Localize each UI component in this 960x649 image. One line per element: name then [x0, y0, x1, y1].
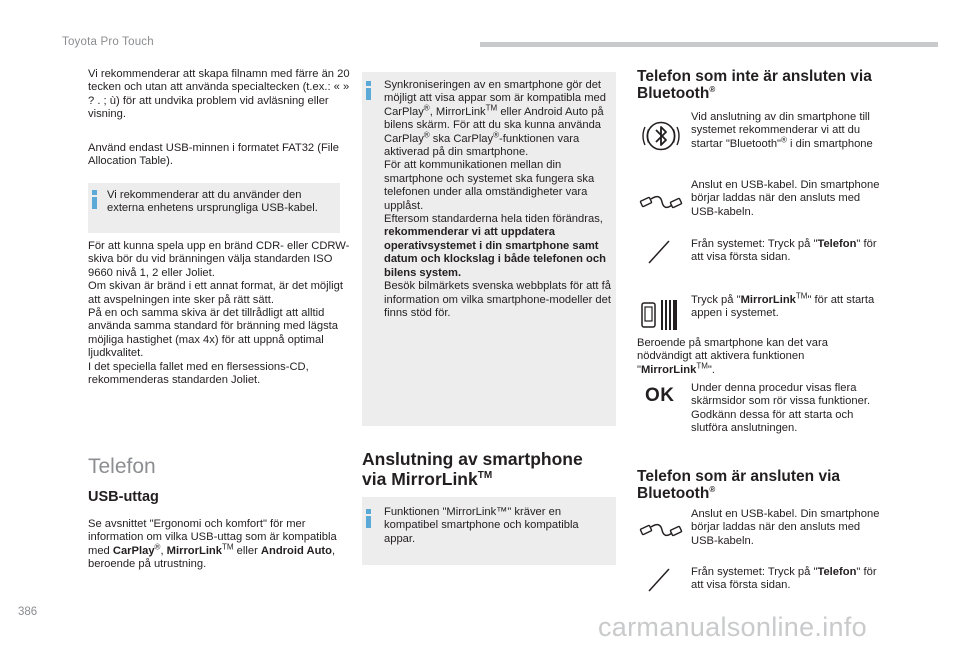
cd-paragraph-1: För att kunna spela upp en bränd CDR- eller CDRW-skiva bör du vid bränningen välja standarden ISO 9660 nivå 1, 2 eller Joliet.	[88, 240, 350, 279]
sync-note-d: ska CarPlay	[429, 132, 494, 145]
activate-b: ".	[707, 363, 715, 376]
tm-mark: TM	[696, 361, 708, 371]
sync-note-h: Besök bilmärkets svenska webbplats för att få information om vilka smartphone-modeller det finns stöd för.	[384, 280, 611, 319]
step-mirrorlink-a: Tryck på "	[691, 294, 741, 306]
usb-cable-icon	[638, 185, 684, 219]
mirrorlink-heading	[362, 449, 583, 489]
cd-paragraph-3: På en och samma skiva är det tillrådligt att alltid använda samma standard för bränning med lägsta möjliga hastighet (max 4x) för att uppnå optimal ljudkvalitet.	[88, 307, 339, 360]
eller-text: eller	[233, 544, 261, 557]
info-icon	[92, 190, 97, 209]
tm-mark: TM	[477, 470, 493, 482]
connected-heading	[637, 468, 840, 502]
activate-a: Beroende på smartphone kan det vara nödvändigt att aktivera funktionen "	[637, 337, 828, 376]
usb-cable-icon	[638, 513, 684, 547]
touch-screen-icon	[644, 237, 674, 267]
usb-text-2: , beroende på utrustning.	[88, 544, 336, 571]
usb-paragraph	[88, 518, 350, 572]
step-telefon-a: Från systemet: Tryck på "	[691, 566, 818, 578]
step-usb-text-2: Anslut en USB-kabel. Din smartphone börjar laddas när den ansluts med USB-kabeln.	[691, 508, 880, 547]
carplay-label: CarPlay	[112, 544, 155, 557]
mirrorlink-note	[362, 497, 616, 565]
cd-paragraph-2: Om skivan är bränd i ett annat format, är det möjligt att avspelningen inte sker på rätt sätt.	[88, 280, 343, 306]
reg-mark: ®	[709, 484, 716, 494]
not-connected-heading-line1: Telefon som inte är ansluten via	[637, 68, 872, 85]
mirrorlink-note-text: Funktionen "MirrorLink™" kräver en kompatibel smartphone och kompatibla appar.	[384, 506, 579, 545]
sync-note-g: Eftersom standarderna hela tiden förändras,	[384, 213, 603, 226]
step-mirrorlink-b: " för att starta appen i systemet.	[691, 294, 875, 320]
separator: ,	[160, 544, 167, 557]
android-auto-label: Android Auto	[260, 544, 332, 557]
step-bluetooth-text	[691, 111, 881, 151]
sync-note	[362, 72, 616, 426]
step-ok-text: Under denna procedur visas flera skärmsidor som rör vissa funktioner. Godkänn dessa för att starta och slutföra anslutningen.	[691, 382, 871, 435]
reg-mark: ®	[423, 103, 430, 113]
sync-note-f: För att kommunikationen mellan din smartphone och systemet ska fungera ska telefonen under alla omständigheter vara upplåst.	[384, 159, 595, 212]
sync-note-b: , MirrorLink	[429, 105, 486, 118]
bluetooth-icon	[640, 115, 682, 157]
mirrorlink-label: MirrorLink	[166, 544, 222, 557]
reg-mark: ®	[493, 129, 500, 139]
step-telefon-a: Från systemet: Tryck på "	[691, 238, 818, 250]
step-telefon-b: " för att visa första sidan.	[691, 238, 877, 264]
usb-cable-note	[88, 183, 340, 233]
header-bar	[480, 42, 938, 47]
tm-mark: TM	[485, 103, 498, 113]
reg-mark: ®	[709, 84, 716, 94]
fat32-paragraph: Använd endast USB-minnen i formatet FAT32 (File Allocation Table).	[88, 142, 340, 168]
cd-paragraphs	[88, 240, 350, 387]
telefon-label: Telefon	[817, 238, 857, 250]
page-number: 386	[18, 606, 38, 618]
mirrorlink-label: MirrorLink	[640, 363, 697, 376]
filename-paragraph: Vi rekommenderar att skapa filnamn med färre än 20 tecken och utan att använda specialtecken (t.ex.: « » ? . ; ù) för att undvika problem vid avläsning eller visning.	[88, 68, 350, 121]
mirrorlink-heading-line2: via MirrorLink	[362, 469, 478, 489]
step-bluetooth-b: i din smartphone	[786, 137, 873, 150]
touch-screen-icon	[644, 565, 674, 595]
usb-text-1: Se avsnittet "Ergonomi och komfort" för mer information om vilka USB-uttag som är kompatibla med	[88, 518, 337, 557]
ok-icon: OK	[645, 385, 675, 406]
info-icon	[366, 509, 371, 528]
not-connected-heading	[637, 68, 872, 102]
step-bluetooth-a: Vid anslutning av din smartphone till systemet rekommenderar vi att du startar "Bluetooth"	[691, 111, 870, 150]
reg-mark: ®	[423, 129, 430, 139]
activate-paragraph	[637, 337, 867, 377]
telefon-label: Telefon	[817, 566, 857, 578]
not-connected-heading-line2: Bluetooth	[637, 85, 710, 102]
section-title-telefon: Telefon	[88, 455, 156, 478]
step-usb-text: Anslut en USB-kabel. Din smartphone börjar laddas när den ansluts med USB-kabeln.	[691, 179, 880, 218]
mirrorlink-label: MirrorLink	[740, 294, 796, 306]
connected-heading-line1: Telefon som är ansluten via	[637, 468, 840, 485]
sync-note-c: eller Android Auto på bilens skärm. För att du ska kunna använda CarPlay	[384, 105, 604, 145]
tm-mark: TM	[222, 542, 234, 552]
step-telefon-b: " för att visa första sidan.	[691, 566, 877, 592]
step-telefon-text-2	[691, 566, 881, 593]
sync-note-e: -funktionen vara aktiverad på din smartphone.	[384, 132, 580, 159]
mirrorlink-heading-line1: Anslutning av smartphone	[362, 449, 583, 469]
sync-note-bold: rekommenderar vi att uppdatera operativsystemet i din smartphone samt datum och klockslag i både telefonen och bilens system.	[384, 226, 606, 279]
reg-mark: ®	[781, 135, 787, 145]
step-telefon-text	[691, 238, 881, 265]
tm-mark: TM	[795, 291, 808, 301]
info-icon	[366, 81, 371, 100]
sync-note-a: Synkroniseringen av en smartphone gör det möjligt att visa appar som är kompatibla med CarPlay	[384, 79, 606, 118]
usb-cable-note-text: Vi rekommenderar att du använder den externa enhetens ursprungliga USB-kabel.	[107, 189, 318, 215]
cd-paragraph-4: I det speciella fallet med en flersessions-CD, rekommenderas standarden Joliet.	[88, 360, 309, 387]
step-mirrorlink-text	[691, 291, 881, 321]
connected-heading-line2: Bluetooth	[637, 485, 710, 502]
mirrorlink-icon	[640, 298, 680, 334]
reg-mark: ®	[154, 542, 161, 552]
header-title: Toyota Pro Touch	[62, 36, 154, 48]
sync-note-text	[384, 79, 612, 320]
watermark: carmanualsonline.info	[598, 612, 867, 642]
usb-heading: USB-uttag	[88, 489, 159, 505]
